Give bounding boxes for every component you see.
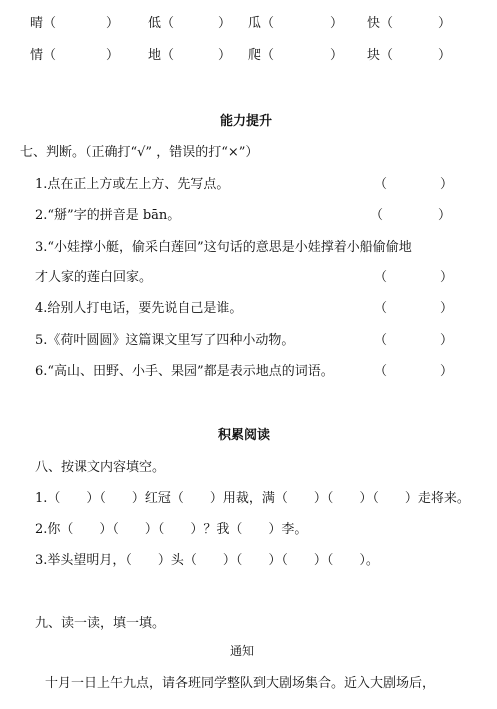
grid-char-cell: 晴（: [30, 16, 57, 31]
grid-paren-close: ）: [438, 16, 452, 31]
answer-paren-open: （: [374, 177, 388, 192]
grid-char-cell: 瓜（: [248, 16, 275, 31]
q7-item-3: 3.“小娃撑小艇，偷采白莲回”这句话的意思是小娃撑着小船偷偷地: [35, 240, 412, 255]
q8-line-2: 2.你（ ）（ ）（ ）？我（ ）李。: [35, 522, 308, 537]
answer-paren-open: （: [374, 301, 388, 316]
notice-text: 十月一日上午九点，请各班同学整队到大剧场集合。近入大剧场后，: [45, 676, 436, 691]
q7-item-6: 6.“高山、田野、小手、果园”都是表示地点的词语。: [35, 364, 334, 379]
grid-char-cell: 块（: [367, 48, 394, 63]
q7-item-4: 4.给别人打电话，要先说自己是谁。: [35, 301, 243, 316]
answer-paren-close: ）: [440, 270, 454, 285]
section-heading-ability: 能力提升: [220, 114, 273, 129]
grid-paren-close: ）: [106, 48, 120, 63]
answer-paren-open: （: [374, 364, 388, 379]
q7-item-1: 1.点在正上方或左上方、先写点。: [35, 177, 230, 192]
q8-line-3: 3.举头望明月，（ ）头（ ）（ ）（ ）（ ）。: [35, 553, 379, 568]
grid-char-cell: 情（: [30, 48, 57, 63]
q8-title: 八、按课文内容填空。: [35, 460, 166, 475]
answer-paren-open: （: [374, 333, 388, 348]
answer-paren-close: ）: [440, 333, 454, 348]
q7-item-3-cont: 才人家的莲白回家。: [35, 270, 153, 285]
q7-item-5: 5.《荷叶圆圆》这篇课文里写了四种小动物。: [35, 333, 295, 348]
answer-paren-open: （: [374, 270, 388, 285]
answer-paren-close: ）: [438, 208, 452, 223]
q8-line-1: 1.（ ）（ ）红冠（ ）用裁，满（ ）（ ）（ ）走将来。: [35, 491, 470, 506]
grid-paren-close: ）: [106, 16, 120, 31]
grid-char-cell: 爬（: [248, 48, 275, 63]
answer-paren-close: ）: [440, 301, 454, 316]
answer-paren-close: ）: [440, 177, 454, 192]
grid-char-cell: 快（: [367, 16, 394, 31]
notice-title: 通知: [230, 644, 255, 658]
section-heading-reading: 积累阅读: [218, 428, 271, 443]
answer-paren-close: ）: [440, 364, 454, 379]
grid-paren-close: ）: [438, 48, 452, 63]
grid-char-cell: 地（: [148, 48, 175, 63]
q9-title: 九、读一读，填一填。: [35, 616, 166, 631]
grid-paren-close: ）: [218, 16, 232, 31]
grid-char-cell: 低（: [148, 16, 175, 31]
grid-paren-close: ）: [330, 16, 344, 31]
q7-item-2: 2.“掰”字的拼音是 bān。: [35, 208, 181, 223]
grid-paren-close: ）: [218, 48, 232, 63]
grid-paren-close: ）: [330, 48, 344, 63]
answer-paren-open: （: [370, 208, 384, 223]
q7-title: 七、判断。（正确打“√” ，错误的打“×”）: [20, 145, 259, 160]
